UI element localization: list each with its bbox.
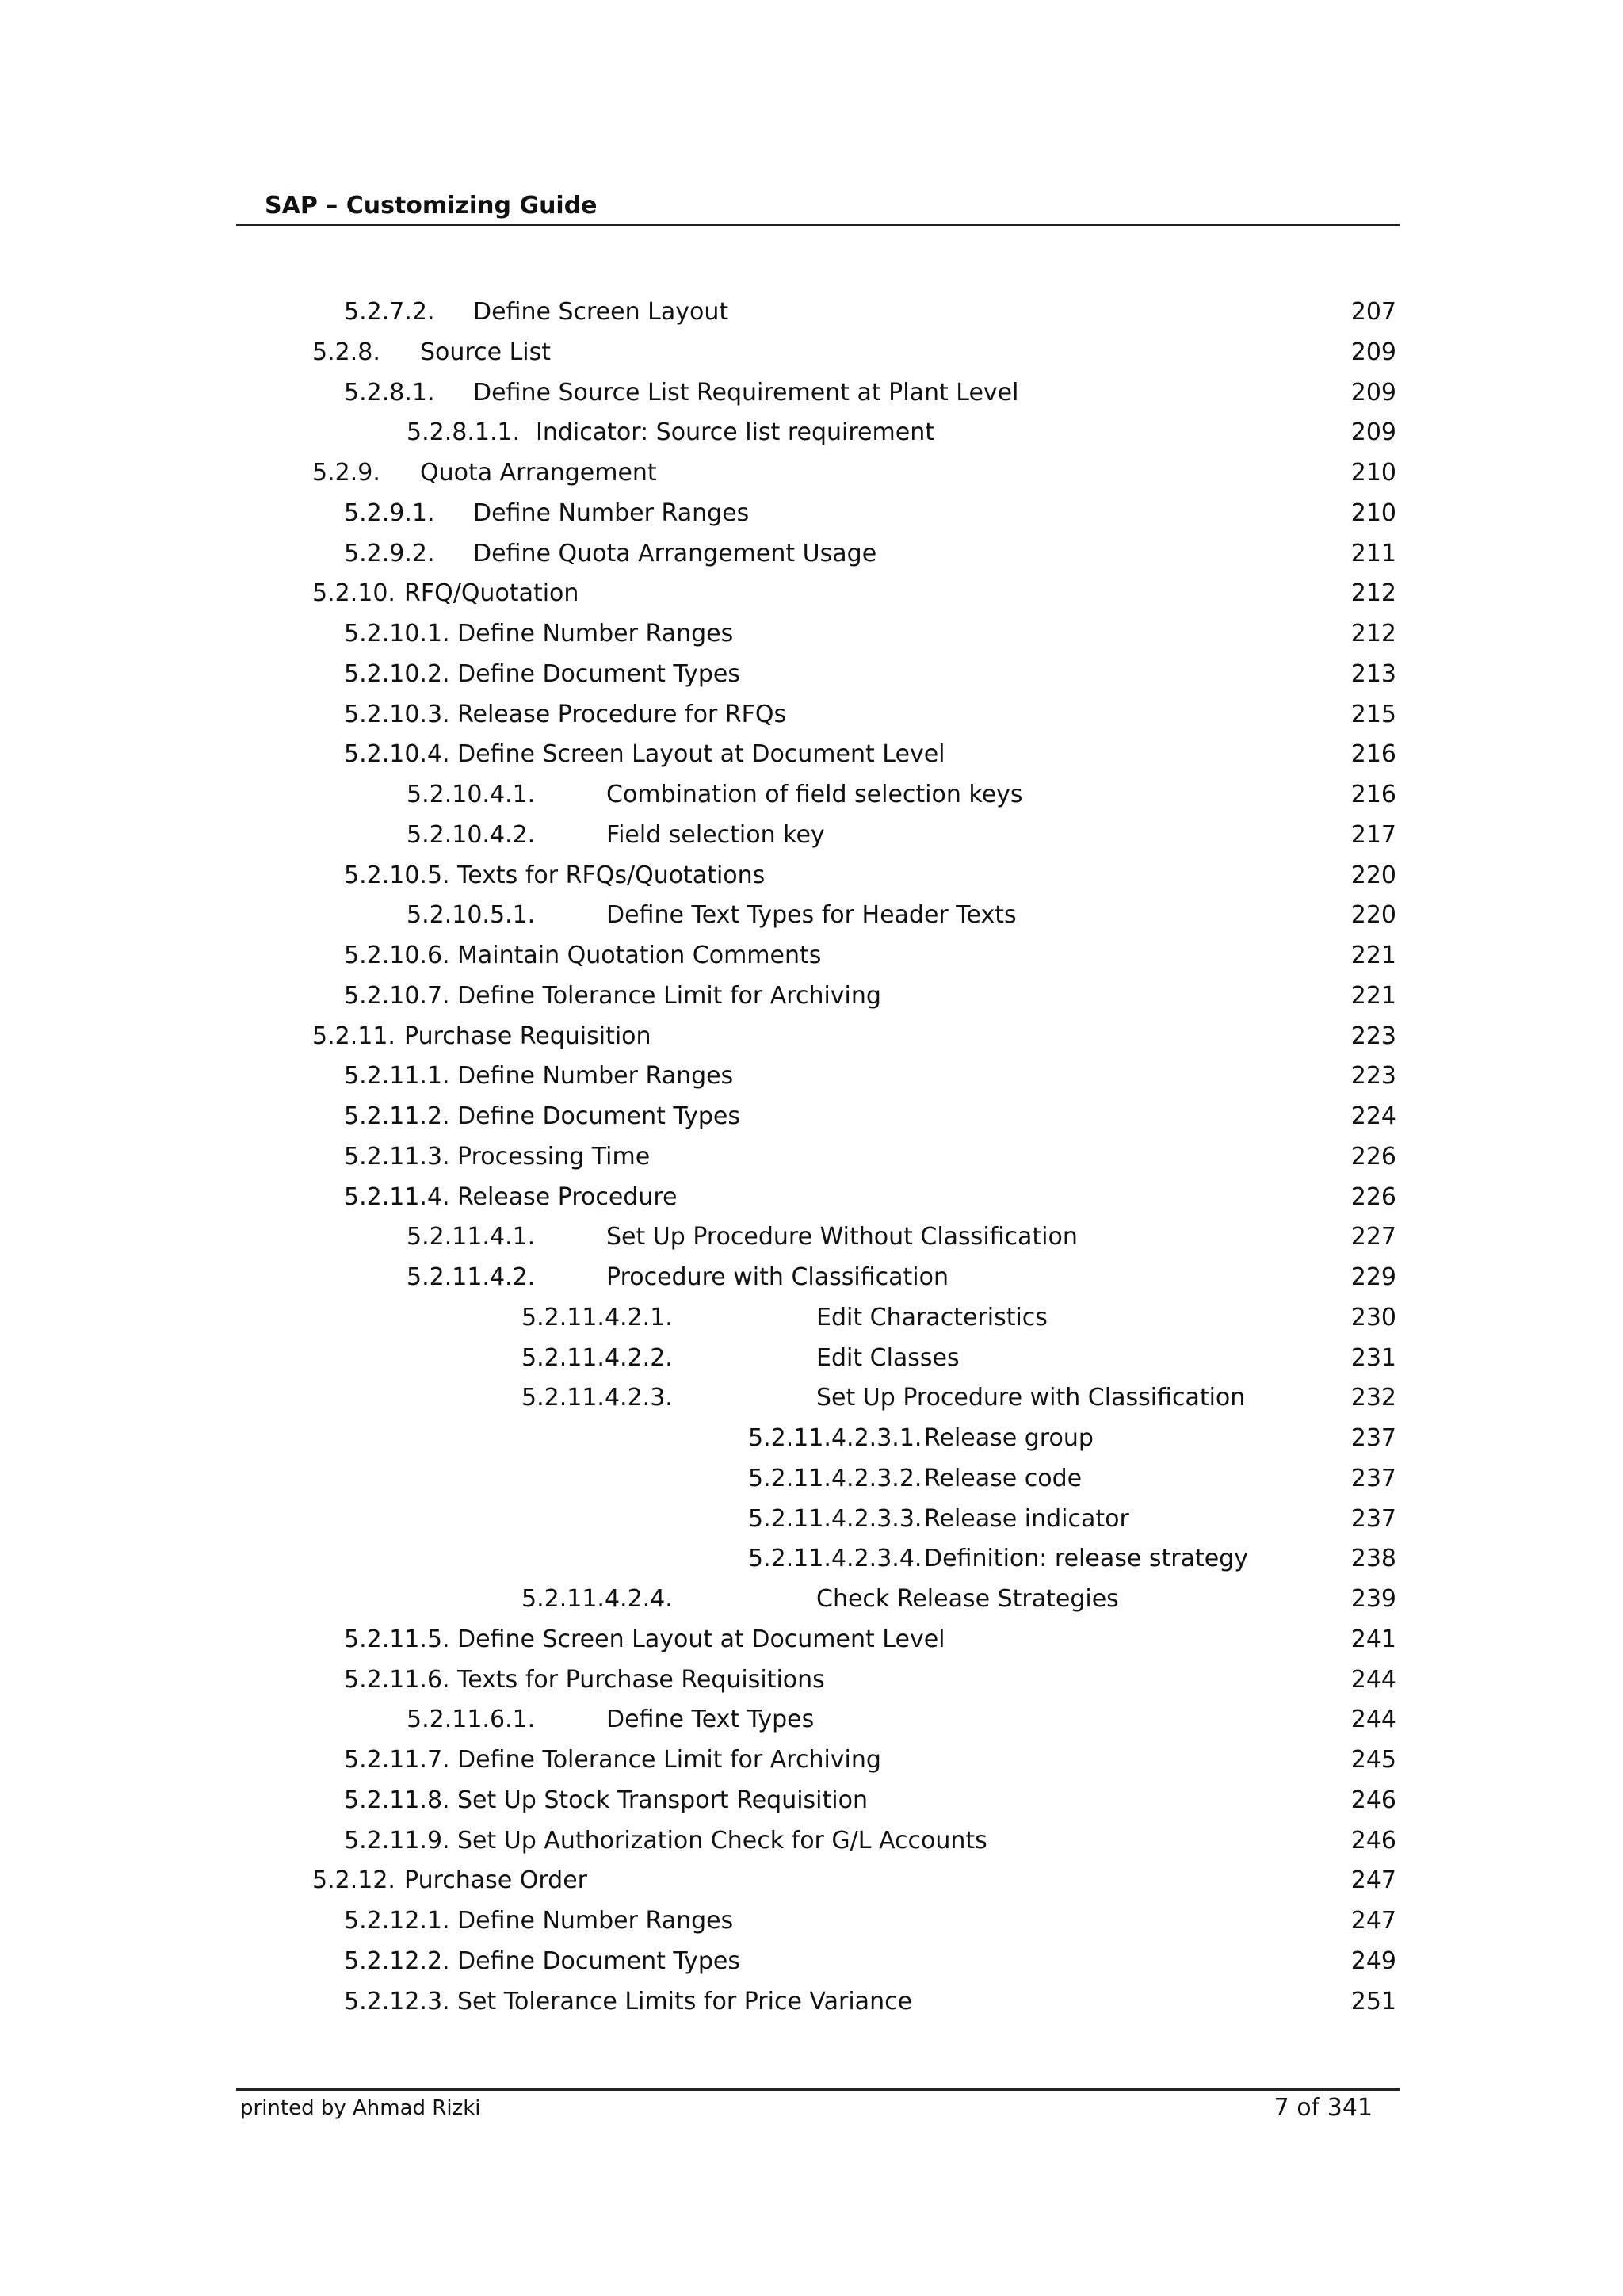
toc-entry-number: 5.2.11.5. xyxy=(344,1625,450,1653)
toc-entry-page: 227 xyxy=(1350,1223,1396,1251)
toc-entry-title: Edit Classes xyxy=(816,1343,960,1372)
toc-entry xyxy=(0,1378,1623,1419)
toc-entry-number: 5.2.11.6.1. xyxy=(407,1706,536,1734)
table-of-contents xyxy=(0,292,1623,2022)
toc-entry-title: Define Screen Layout xyxy=(473,298,729,326)
toc-entry-number: 5.2.12.1. xyxy=(344,1907,450,1935)
toc-entry-page: 221 xyxy=(1350,942,1396,969)
toc-entry-number: 5.2.10.5. xyxy=(344,861,450,889)
toc-entry xyxy=(0,292,1623,333)
toc-entry xyxy=(0,1178,1623,1218)
toc-entry-number: 5.2.11.6. xyxy=(344,1665,450,1694)
toc-entry xyxy=(0,1982,1623,2023)
toc-entry xyxy=(0,333,1623,373)
toc-entry xyxy=(0,1459,1623,1499)
toc-entry-page: 209 xyxy=(1350,418,1396,447)
toc-entry xyxy=(0,1740,1623,1781)
toc-entry-number: 5.2.11.9. xyxy=(344,1826,450,1855)
document-title: SAP – Customizing Guide xyxy=(265,192,598,220)
toc-entry-number: 5.2.8. xyxy=(312,338,380,366)
toc-entry xyxy=(0,856,1623,896)
toc-entry-page: 210 xyxy=(1350,499,1396,527)
toc-entry-title: Source List xyxy=(420,338,552,366)
toc-entry-title: Define Number Ranges xyxy=(457,1907,734,1935)
toc-entry-page: 212 xyxy=(1350,579,1396,608)
toc-entry-number: 5.2.11.1. xyxy=(344,1062,450,1091)
toc-entry-number: 5.2.10.4.2. xyxy=(407,820,536,849)
toc-entry-page: 210 xyxy=(1350,459,1396,487)
toc-entry-number: 5.2.11.4.2.3.1. xyxy=(748,1424,922,1452)
toc-entry-title: Define Document Types xyxy=(457,659,740,688)
toc-entry-title: Set Tolerance Limits for Price Variance xyxy=(457,1987,913,2015)
toc-entry-number: 5.2.11.4.2.3.2. xyxy=(748,1464,922,1492)
toc-entry-page: 247 xyxy=(1350,1907,1396,1935)
toc-entry-title: Define Number Ranges xyxy=(457,620,734,648)
toc-entry-title: Define Number Ranges xyxy=(457,1062,734,1091)
toc-entry-page: 211 xyxy=(1350,539,1396,567)
toc-entry-number: 5.2.10.6. xyxy=(344,942,450,969)
toc-entry xyxy=(0,816,1623,856)
toc-entry xyxy=(0,1580,1623,1620)
toc-entry-page: 209 xyxy=(1350,338,1396,366)
toc-entry-title: Define Text Types xyxy=(606,1706,815,1734)
toc-entry xyxy=(0,1901,1623,1942)
toc-entry-number: 5.2.11.4.2.3. xyxy=(521,1384,673,1412)
toc-entry-number: 5.2.12.3. xyxy=(344,1987,450,2015)
toc-entry-page: 207 xyxy=(1350,298,1396,326)
toc-entry-page: 237 xyxy=(1350,1464,1396,1492)
toc-entry-title: Set Up Procedure Without Classification xyxy=(606,1223,1078,1251)
toc-entry-number: 5.2.11.4.2.3.4. xyxy=(748,1545,922,1573)
toc-entry-page: 209 xyxy=(1350,378,1396,407)
toc-entry-number: 5.2.11.4.2.1. xyxy=(521,1303,673,1331)
toc-entry-title: Purchase Requisition xyxy=(404,1022,651,1050)
toc-entry-page: 244 xyxy=(1350,1706,1396,1734)
toc-entry-number: 5.2.11.4. xyxy=(344,1182,450,1211)
toc-entry-page: 231 xyxy=(1350,1343,1396,1372)
toc-entry-page: 223 xyxy=(1350,1022,1396,1050)
toc-entry-page: 246 xyxy=(1350,1826,1396,1855)
toc-entry xyxy=(0,1097,1623,1137)
footer-divider xyxy=(236,2088,1400,2091)
toc-entry xyxy=(0,1137,1623,1178)
toc-entry-number: 5.2.12. xyxy=(312,1866,395,1895)
toc-entry-number: 5.2.12.2. xyxy=(344,1946,450,1975)
toc-entry-page: 241 xyxy=(1350,1625,1396,1653)
toc-entry xyxy=(0,413,1623,453)
toc-entry-title: Define Quota Arrangement Usage xyxy=(473,539,877,567)
toc-entry-number: 5.2.9.2. xyxy=(344,539,435,567)
toc-entry-title: Define Screen Layout at Document Level xyxy=(457,740,945,769)
toc-entry-number: 5.2.10.3. xyxy=(344,700,450,728)
toc-entry-page: 226 xyxy=(1350,1182,1396,1211)
toc-entry-number: 5.2.10.7. xyxy=(344,981,450,1010)
toc-entry-title: Release Procedure xyxy=(457,1182,678,1211)
toc-entry-title: RFQ/Quotation xyxy=(404,579,579,608)
toc-entry-title: Define Source List Requirement at Plant Level xyxy=(473,378,1019,407)
toc-entry-page: 237 xyxy=(1350,1504,1396,1533)
toc-entry-page: 251 xyxy=(1350,1987,1396,2015)
toc-entry-page: 224 xyxy=(1350,1102,1396,1130)
toc-entry-page: 216 xyxy=(1350,740,1396,769)
toc-entry xyxy=(0,1298,1623,1339)
toc-entry-title: Release Procedure for RFQs xyxy=(457,700,787,728)
toc-entry-page: 246 xyxy=(1350,1786,1396,1814)
toc-entry-number: 5.2.10.4. xyxy=(344,740,450,769)
toc-entry xyxy=(0,574,1623,614)
toc-entry-number: 5.2.10.2. xyxy=(344,659,450,688)
toc-entry-title: Set Up Stock Transport Requisition xyxy=(457,1786,868,1814)
toc-entry-page: 249 xyxy=(1350,1946,1396,1975)
toc-entry xyxy=(0,1056,1623,1097)
toc-entry-number: 5.2.11.4.2. xyxy=(407,1263,536,1291)
toc-entry xyxy=(0,1499,1623,1540)
toc-entry-number: 5.2.11.2. xyxy=(344,1102,450,1130)
toc-entry-page: 215 xyxy=(1350,700,1396,728)
toc-entry-number: 5.2.7.2. xyxy=(344,298,435,326)
toc-entry-title: Quota Arrangement xyxy=(420,459,657,487)
toc-entry-page: 229 xyxy=(1350,1263,1396,1291)
toc-entry-title: Processing Time xyxy=(457,1142,651,1171)
toc-entry-title: Set Up Authorization Check for G/L Accounts xyxy=(457,1826,987,1855)
printed-by-text: printed by Ahmad Rizki xyxy=(240,2096,481,2120)
toc-entry-title: Release indicator xyxy=(924,1504,1129,1533)
toc-entry xyxy=(0,373,1623,414)
toc-entry-number: 5.2.10.1. xyxy=(344,620,450,648)
toc-entry xyxy=(0,1017,1623,1057)
toc-entry xyxy=(0,1700,1623,1740)
toc-entry-title: Define Tolerance Limit for Archiving xyxy=(457,1746,881,1774)
toc-entry xyxy=(0,1821,1623,1862)
toc-entry-page: 212 xyxy=(1350,620,1396,648)
toc-entry-page: 221 xyxy=(1350,981,1396,1010)
toc-entry xyxy=(0,494,1623,534)
toc-entry-number: 5.2.11. xyxy=(312,1022,395,1050)
toc-entry xyxy=(0,775,1623,816)
toc-entry-title: Release code xyxy=(924,1464,1083,1492)
toc-entry-title: Define Number Ranges xyxy=(473,499,750,527)
toc-entry-title: Combination of field selection keys xyxy=(606,781,1023,808)
toc-entry xyxy=(0,1419,1623,1459)
toc-entry-page: 239 xyxy=(1350,1585,1396,1613)
toc-entry-title: Edit Characteristics xyxy=(816,1303,1048,1331)
toc-entry-title: Indicator: Source list requirement xyxy=(536,418,934,447)
toc-entry-number: 5.2.11.7. xyxy=(344,1746,450,1774)
toc-entry xyxy=(0,1258,1623,1298)
toc-entry-page: 223 xyxy=(1350,1062,1396,1091)
toc-entry-page: 238 xyxy=(1350,1545,1396,1573)
toc-entry xyxy=(0,534,1623,575)
toc-entry xyxy=(0,1861,1623,1901)
toc-entry-page: 216 xyxy=(1350,781,1396,808)
toc-entry-page: 237 xyxy=(1350,1424,1396,1452)
toc-entry-title: Define Tolerance Limit for Archiving xyxy=(457,981,881,1010)
toc-entry-number: 5.2.8.1. xyxy=(344,378,435,407)
toc-entry-number: 5.2.11.4.1. xyxy=(407,1223,536,1251)
toc-entry xyxy=(0,1781,1623,1821)
toc-entry-page: 230 xyxy=(1350,1303,1396,1331)
toc-entry-number: 5.2.11.8. xyxy=(344,1786,450,1814)
toc-entry-page: 213 xyxy=(1350,659,1396,688)
toc-entry-number: 5.2.11.4.2.4. xyxy=(521,1585,673,1613)
toc-entry xyxy=(0,614,1623,655)
toc-entry-title: Texts for RFQs/Quotations xyxy=(457,861,766,889)
toc-entry-page: 217 xyxy=(1350,820,1396,849)
page-indicator: 7 of 341 xyxy=(1274,2094,1373,2122)
toc-entry xyxy=(0,1620,1623,1660)
toc-entry xyxy=(0,695,1623,735)
header-divider xyxy=(236,224,1400,226)
toc-entry xyxy=(0,936,1623,976)
toc-entry xyxy=(0,896,1623,936)
toc-entry xyxy=(0,1339,1623,1379)
toc-entry-title: Define Screen Layout at Document Level xyxy=(457,1625,945,1653)
toc-entry xyxy=(0,1942,1623,1982)
toc-entry-number: 5.2.10.4.1. xyxy=(407,781,536,808)
toc-entry-page: 245 xyxy=(1350,1746,1396,1774)
toc-entry-page: 220 xyxy=(1350,901,1396,930)
toc-entry-number: 5.2.11.4.2.3.3. xyxy=(748,1504,922,1533)
toc-entry xyxy=(0,735,1623,775)
toc-entry-number: 5.2.10. xyxy=(312,579,395,608)
toc-entry-title: Check Release Strategies xyxy=(816,1585,1119,1613)
toc-entry-title: Release group xyxy=(924,1424,1094,1452)
toc-entry-title: Texts for Purchase Requisitions xyxy=(457,1665,825,1694)
toc-entry xyxy=(0,1660,1623,1701)
toc-entry-page: 244 xyxy=(1350,1665,1396,1694)
toc-entry-page: 226 xyxy=(1350,1142,1396,1171)
toc-entry-title: Define Text Types for Header Texts xyxy=(606,901,1017,930)
toc-entry-number: 5.2.11.3. xyxy=(344,1142,450,1171)
toc-entry-number: 5.2.9.1. xyxy=(344,499,435,527)
toc-entry-title: Definition: release strategy xyxy=(924,1545,1248,1573)
toc-entry-number: 5.2.10.5.1. xyxy=(407,901,536,930)
toc-entry-page: 247 xyxy=(1350,1866,1396,1895)
toc-entry-title: Maintain Quotation Comments xyxy=(457,942,822,969)
toc-entry-title: Define Document Types xyxy=(457,1946,740,1975)
toc-entry xyxy=(0,453,1623,494)
toc-entry-page: 220 xyxy=(1350,861,1396,889)
toc-entry-title: Field selection key xyxy=(606,820,825,849)
toc-entry-title: Define Document Types xyxy=(457,1102,740,1130)
toc-entry-page: 232 xyxy=(1350,1384,1396,1412)
toc-entry xyxy=(0,976,1623,1017)
toc-entry xyxy=(0,1217,1623,1258)
toc-entry-title: Purchase Order xyxy=(404,1866,588,1895)
toc-entry-title: Procedure with Classification xyxy=(606,1263,949,1291)
toc-entry xyxy=(0,655,1623,695)
toc-entry xyxy=(0,1539,1623,1580)
toc-entry-title: Set Up Procedure with Classification xyxy=(816,1384,1246,1412)
toc-entry-number: 5.2.8.1.1. xyxy=(407,418,521,447)
toc-entry-number: 5.2.9. xyxy=(312,459,380,487)
toc-entry-number: 5.2.11.4.2.2. xyxy=(521,1343,673,1372)
